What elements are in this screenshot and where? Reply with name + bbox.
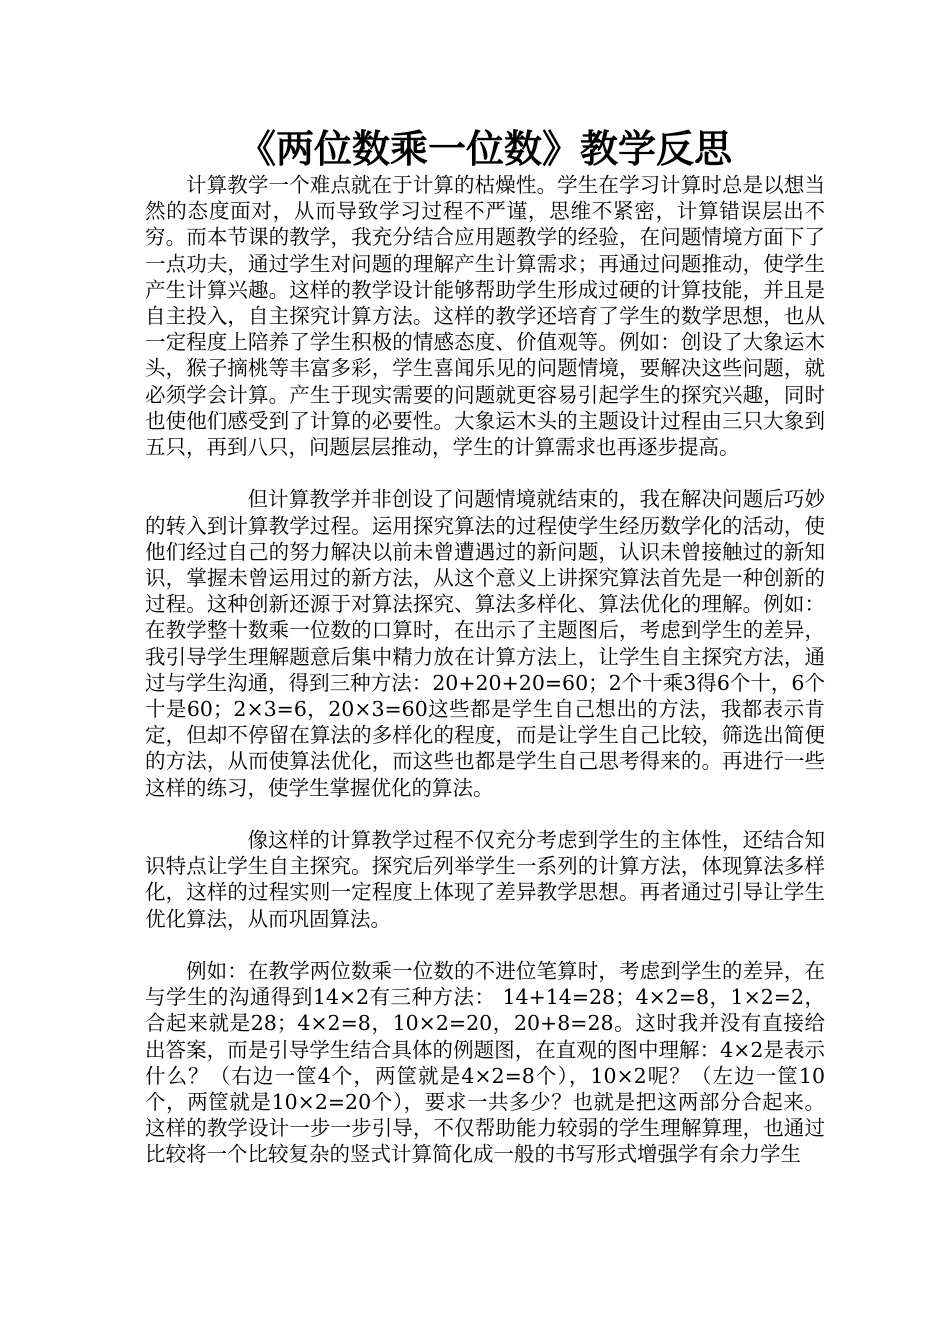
paragraph-4: 例如：在教学两位数乘一位数的不进位笔算时，考虑到学生的差异，在与学生的沟通得到14×2有三种方法： 14+14=28；4×2=8，1×2=2，合起来就是28；4×2=8，10×2=20，20+8=28。这时我并没有直接给出答案，而是引导学生结合具体的例题图，在直观的图中理解：4×2是表示什么？（右边一筐4个，两筐就是4×2=8个），10×2呢？（左边一筐10个，两筐就是10×2=20个），要求一共多少？也就是把这两部分合起来。这样的教学设计一步一步引导，不仅帮助能力较弱的学生理解算理，也通过比较将一个比较复杂的竖式计算简化成一般的书写形式增强学有余力学生 <box>145 959 825 1167</box>
document-title: 《两位数乘一位数》教学反思 <box>237 126 732 171</box>
document-body <box>145 172 825 1168</box>
paragraph-1: 计算教学一个难点就在于计算的枯燥性。学生在学习计算时总是以想当然的态度面对，从而导致学习过程不严谨，思维不紧密，计算错误层出不穷。而本节课的教学，我充分结合应用题教学的经验，在问题情境方面下了一点功夫，通过学生对问题的理解产生计算需求；再通过问题推动，使学生产生计算兴趣。这样的教学设计能够帮助学生形成过硬的计算技能，并且是自主投入，自主探究计算方法。这样的教学还培育了学生的数学思想，也从一定程度上陪养了学生积极的情感态度、价值观等。例如：创设了大象运木头，猴子摘桃等丰富多彩，学生喜闻乐见的问题情境，要解决这些问题，就必须学会计算。产生于现实需要的问题就更容易引起学生的探究兴趣，同时也使他们感受到了计算的必要性。大象运木头的主题设计过程由三只大象到五只，再到八只，问题层层推动，学生的计算需求也再逐步提高。 <box>145 173 825 460</box>
paragraph-3: 像这样的计算教学过程不仅充分考虑到学生的主体性，还结合知识特点让学生自主探究。探究后列举学生一系列的计算方法，体现算法多样化，这样的过程实则一定程度上体现了差异教学思想。再者通过引导让学生优化算法，从而巩固算法。 <box>145 828 825 931</box>
paragraph-2: 但计算教学并非创设了问题情境就结束的，我在解决问题后巧妙的转入到计算教学过程。运用探究算法的过程使学生经历数学化的活动，使他们经过自己的努力解决以前未曾遭遇过的新问题，认识未曾接触过的新知识，掌握未曾运用过的新方法，从这个意义上讲探究算法首先是一种创新的过程。这种创新还源于对算法探究、算法多样化、算法优化的理解。例如：在教学整十数乘一位数的口算时，在出示了主题图后，考虑到学生的差异，我引导学生理解题意后集中精力放在计算方法上，让学生自主探究方法，通过与学生沟通，得到三种方法：20+20+20=60；2个十乘3得6个十，6个十是60；2×3=6，20×3=60这些都是学生自己想出的方法，我都表示肯定，但却不停留在算法的多样化的程度，而是让学生自己比较，筛选出简便的方法，从而使算法优化，而这些也都是学生自己思考得来的。再进行一些这样的练习，使学生掌握优化的算法。 <box>145 487 825 800</box>
